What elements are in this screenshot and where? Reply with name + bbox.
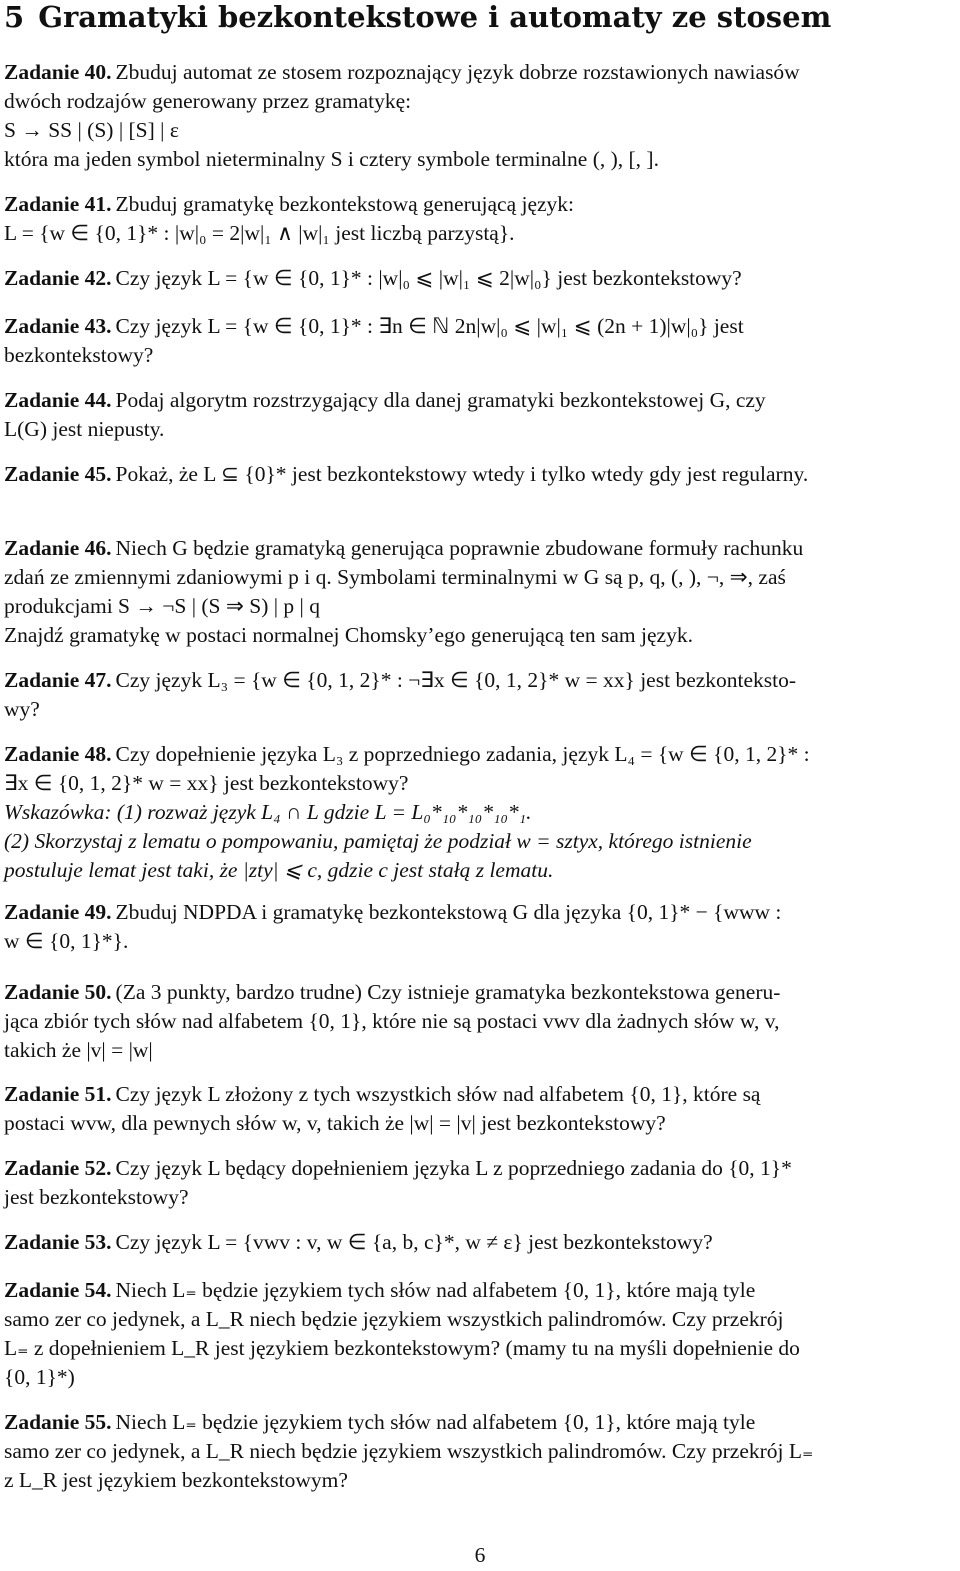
exercise-line bbox=[4, 116, 956, 145]
exercise-line-text: L(G) jest niepusty. bbox=[4, 417, 165, 441]
exercise-line bbox=[4, 695, 956, 724]
exercise-line bbox=[4, 534, 956, 563]
exercise-block bbox=[4, 312, 956, 370]
exercise-line-text: jest bezkontekstowy? bbox=[4, 1185, 189, 1209]
exercise-text bbox=[4, 534, 956, 650]
exercise-line-text: bezkontekstowy? bbox=[4, 343, 154, 367]
exercise-line bbox=[4, 1109, 956, 1138]
exercise-label: Zadanie 46. bbox=[4, 536, 112, 560]
exercise-line-text: Czy język L złożony z tych wszystkich słów nad alfabetem {0, 1}, które są bbox=[115, 1082, 761, 1106]
exercise-label: Zadanie 54. bbox=[4, 1278, 112, 1302]
exercise-line-text: produkcjami S → ¬S | (S ⇒ S) | p | q bbox=[4, 594, 320, 618]
exercise-line bbox=[4, 1437, 956, 1466]
exercise-label: Zadanie 48. bbox=[4, 742, 112, 766]
exercise-line-text: Podaj algorytm rozstrzygający dla danej gramatyki bezkontekstowej G, czy bbox=[115, 388, 766, 412]
exercise-label: Zadanie 55. bbox=[4, 1410, 112, 1434]
exercise-line bbox=[4, 740, 956, 769]
exercise-line bbox=[4, 1466, 956, 1495]
exercise-text bbox=[4, 898, 956, 956]
exercise-label: Zadanie 47. bbox=[4, 668, 112, 692]
hint-line: Wskazówka: (1) rozważ język L₄ ∩ L gdzie L = L₀*₁₀*₁₀*₁₀*₁. bbox=[4, 800, 532, 824]
exercise-line-text: Czy dopełnienie języka L₃ z poprzedniego zadania, język L₄ = {w ∈ {0, 1, 2}* : bbox=[115, 742, 810, 766]
exercise-label: Zadanie 50. bbox=[4, 980, 112, 1004]
exercise-line bbox=[4, 1363, 956, 1392]
exercise-line bbox=[4, 58, 956, 87]
section-title: Gramatyki bezkontekstowe i automaty ze stosem bbox=[38, 0, 832, 34]
exercise-line-text: Znajdź gramatykę w postaci normalnej Chomsky’ego generującą ten sam język. bbox=[4, 623, 693, 647]
exercise-label: Zadanie 43. bbox=[4, 314, 112, 338]
exercise-line-text: L₌ z dopełnieniem L_R jest językiem bezkontekstowym? (mamy tu na myśli dopełnienie do bbox=[4, 1336, 800, 1360]
exercise-line-text: Zbuduj NDPDA i gramatykę bezkontekstową G dla języka {0, 1}* − {www : bbox=[115, 900, 782, 924]
exercise-line bbox=[4, 666, 956, 695]
exercise-line bbox=[4, 264, 956, 293]
exercise-label: Zadanie 52. bbox=[4, 1156, 112, 1180]
exercise-label: Zadanie 40. bbox=[4, 60, 112, 84]
exercise-block bbox=[4, 740, 956, 885]
exercise-line bbox=[4, 190, 956, 219]
exercise-line-text: (Za 3 punkty, bardzo trudne) Czy istnieje gramatyka bezkontekstowa generu- bbox=[115, 980, 781, 1004]
exercise-line-text: jąca zbiór tych słów nad alfabetem {0, 1}, które nie są postaci vwv dla żadnych słów w, v, bbox=[4, 1009, 780, 1033]
exercise-line bbox=[4, 769, 956, 798]
exercise-line-text: L = {w ∈ {0, 1}* : |w|₀ = 2|w|₁ ∧ |w|₁ jest liczbą parzystą}. bbox=[4, 221, 515, 245]
exercise-line-text: Czy język L = {w ∈ {0, 1}* : ∃n ∈ ℕ 2n|w|₀ ⩽ |w|₁ ⩽ (2n + 1)|w|₀} jest bbox=[115, 314, 744, 338]
exercise-text bbox=[4, 740, 956, 885]
section-number: 5 bbox=[4, 0, 25, 34]
exercise-line bbox=[4, 1305, 956, 1334]
exercise-line bbox=[4, 341, 956, 370]
exercise-line-text: Czy język L = {vwv : v, w ∈ {a, b, c}*, w ≠ ε} jest bezkontekstowy? bbox=[115, 1230, 713, 1254]
exercise-line-text: Niech L₌ będzie językiem tych słów nad alfabetem {0, 1}, które mają tyle bbox=[115, 1278, 756, 1302]
exercise-line-text: postaci wvw, dla pewnych słów w, v, takich że |w| = |v| jest bezkontekstowy? bbox=[4, 1111, 666, 1135]
exercise-line-text: samo zer co jedynek, a L_R niech będzie językiem wszystkich palindromów. Czy przekrój L₌ bbox=[4, 1439, 814, 1463]
exercise-line bbox=[4, 219, 956, 248]
exercise-block bbox=[4, 1276, 956, 1392]
exercise-text bbox=[4, 666, 956, 724]
exercise-line bbox=[4, 621, 956, 650]
exercise-line-text: takich że |v| = |w| bbox=[4, 1038, 153, 1062]
exercise-line-text: Czy język L będący dopełnieniem języka L z poprzedniego zadania do {0, 1}* bbox=[115, 1156, 792, 1180]
exercise-line-text: ∃x ∈ {0, 1, 2}* w = xx} jest bezkontekstowy? bbox=[4, 771, 409, 795]
exercise-line-text: Zbuduj automat ze stosem rozpoznający język dobrze rozstawionych nawiasów bbox=[115, 60, 800, 84]
exercise-line bbox=[4, 87, 956, 116]
exercise-text bbox=[4, 1408, 956, 1495]
exercise-line-text: {0, 1}*) bbox=[4, 1365, 75, 1389]
exercise-line bbox=[4, 563, 956, 592]
exercise-line bbox=[4, 145, 956, 174]
exercise-block bbox=[4, 460, 956, 489]
exercise-line bbox=[4, 1334, 956, 1363]
exercise-text bbox=[4, 386, 956, 444]
exercise-label: Zadanie 53. bbox=[4, 1230, 112, 1254]
exercise-label: Zadanie 42. bbox=[4, 266, 112, 290]
exercise-line-text: dwóch rodzajów generowany przez gramatykę: bbox=[4, 89, 412, 113]
exercise-line bbox=[4, 592, 956, 621]
exercise-line bbox=[4, 386, 956, 415]
exercise-label: Zadanie 49. bbox=[4, 900, 112, 924]
exercise-block bbox=[4, 264, 956, 293]
exercise-text bbox=[4, 312, 956, 370]
exercise-label: Zadanie 51. bbox=[4, 1082, 112, 1106]
exercise-label: Zadanie 41. bbox=[4, 192, 112, 216]
exercise-block bbox=[4, 1228, 956, 1257]
exercise-text bbox=[4, 190, 956, 248]
exercise-block bbox=[4, 1154, 956, 1212]
exercise-block bbox=[4, 1080, 956, 1138]
exercise-line bbox=[4, 1036, 956, 1065]
exercise-text bbox=[4, 58, 956, 174]
exercise-line-text: która ma jeden symbol nieterminalny S i cztery symbole terminalne (, ), [, ]. bbox=[4, 147, 659, 171]
exercise-line-text: w ∈ {0, 1}*}. bbox=[4, 929, 129, 953]
page-number: 6 bbox=[474, 1543, 486, 1567]
exercise-text bbox=[4, 264, 956, 293]
exercise-line bbox=[4, 1408, 956, 1437]
exercise-line bbox=[4, 978, 956, 1007]
exercise-line bbox=[4, 312, 956, 341]
exercise-line-text: Niech G będzie gramatyką generująca poprawnie zbudowane formuły rachunku bbox=[115, 536, 804, 560]
exercise-line bbox=[4, 1154, 956, 1183]
exercise-label: Zadanie 45. bbox=[4, 462, 112, 486]
exercise-label: Zadanie 44. bbox=[4, 388, 112, 412]
hint-line: (2) Skorzystaj z lematu o pompowaniu, pamiętaj że podział w = sztyx, którego istnienie bbox=[4, 829, 752, 853]
exercise-line bbox=[4, 927, 956, 956]
exercise-text bbox=[4, 1228, 956, 1257]
exercise-line-text: Niech L₌ będzie językiem tych słów nad alfabetem {0, 1}, które mają tyle bbox=[115, 1410, 756, 1434]
exercise-text bbox=[4, 978, 956, 1065]
exercise-text bbox=[4, 1154, 956, 1212]
exercise-line-text: S → SS | (S) | [S] | ε bbox=[4, 118, 179, 142]
exercise-line-text: z L_R jest językiem bezkontekstowym? bbox=[4, 1468, 348, 1492]
exercise-line-text: wy? bbox=[4, 697, 40, 721]
exercise-block bbox=[4, 58, 956, 174]
exercise-line bbox=[4, 460, 956, 489]
exercise-text bbox=[4, 1080, 956, 1138]
exercise-text bbox=[4, 460, 956, 489]
exercise-line bbox=[4, 1276, 956, 1305]
exercise-line bbox=[4, 415, 956, 444]
exercise-line bbox=[4, 1007, 956, 1036]
exercise-block bbox=[4, 534, 956, 650]
exercise-line bbox=[4, 1228, 956, 1257]
section-heading bbox=[4, 0, 831, 34]
exercise-block bbox=[4, 978, 956, 1065]
exercise-line-text: Czy język L₃ = {w ∈ {0, 1, 2}* : ¬∃x ∈ {0, 1, 2}* w = xx} jest bezkonteksto- bbox=[115, 668, 797, 692]
exercise-line-text: Pokaż, że L ⊆ {0}* jest bezkontekstowy wtedy i tylko wtedy gdy jest regularny. bbox=[115, 462, 809, 486]
exercise-text bbox=[4, 1276, 956, 1392]
hint-line: postuluje lemat jest taki, że |zty| ⩽ c, gdzie c jest stałą z lematu. bbox=[4, 858, 554, 882]
exercise-block bbox=[4, 1408, 956, 1495]
exercise-line bbox=[4, 1080, 956, 1109]
exercise-block bbox=[4, 898, 956, 956]
exercise-block bbox=[4, 666, 956, 724]
exercise-line-text: samo zer co jedynek, a L_R niech będzie językiem wszystkich palindromów. Czy przekrój bbox=[4, 1307, 784, 1331]
exercise-line-text: Zbuduj gramatykę bezkontekstową generującą język: bbox=[115, 192, 575, 216]
exercise-line-text: zdań ze zmiennymi zdaniowymi p i q. Symbolami terminalnymi w G są p, q, (, ), ¬, ⇒, zaś bbox=[4, 565, 786, 589]
exercise-block bbox=[4, 386, 956, 444]
exercise-line-text: Czy język L = {w ∈ {0, 1}* : |w|₀ ⩽ |w|₁ ⩽ 2|w|₀} jest bezkontekstowy? bbox=[115, 266, 742, 290]
exercise-line bbox=[4, 898, 956, 927]
exercise-line bbox=[4, 1183, 956, 1212]
exercise-block bbox=[4, 190, 956, 248]
